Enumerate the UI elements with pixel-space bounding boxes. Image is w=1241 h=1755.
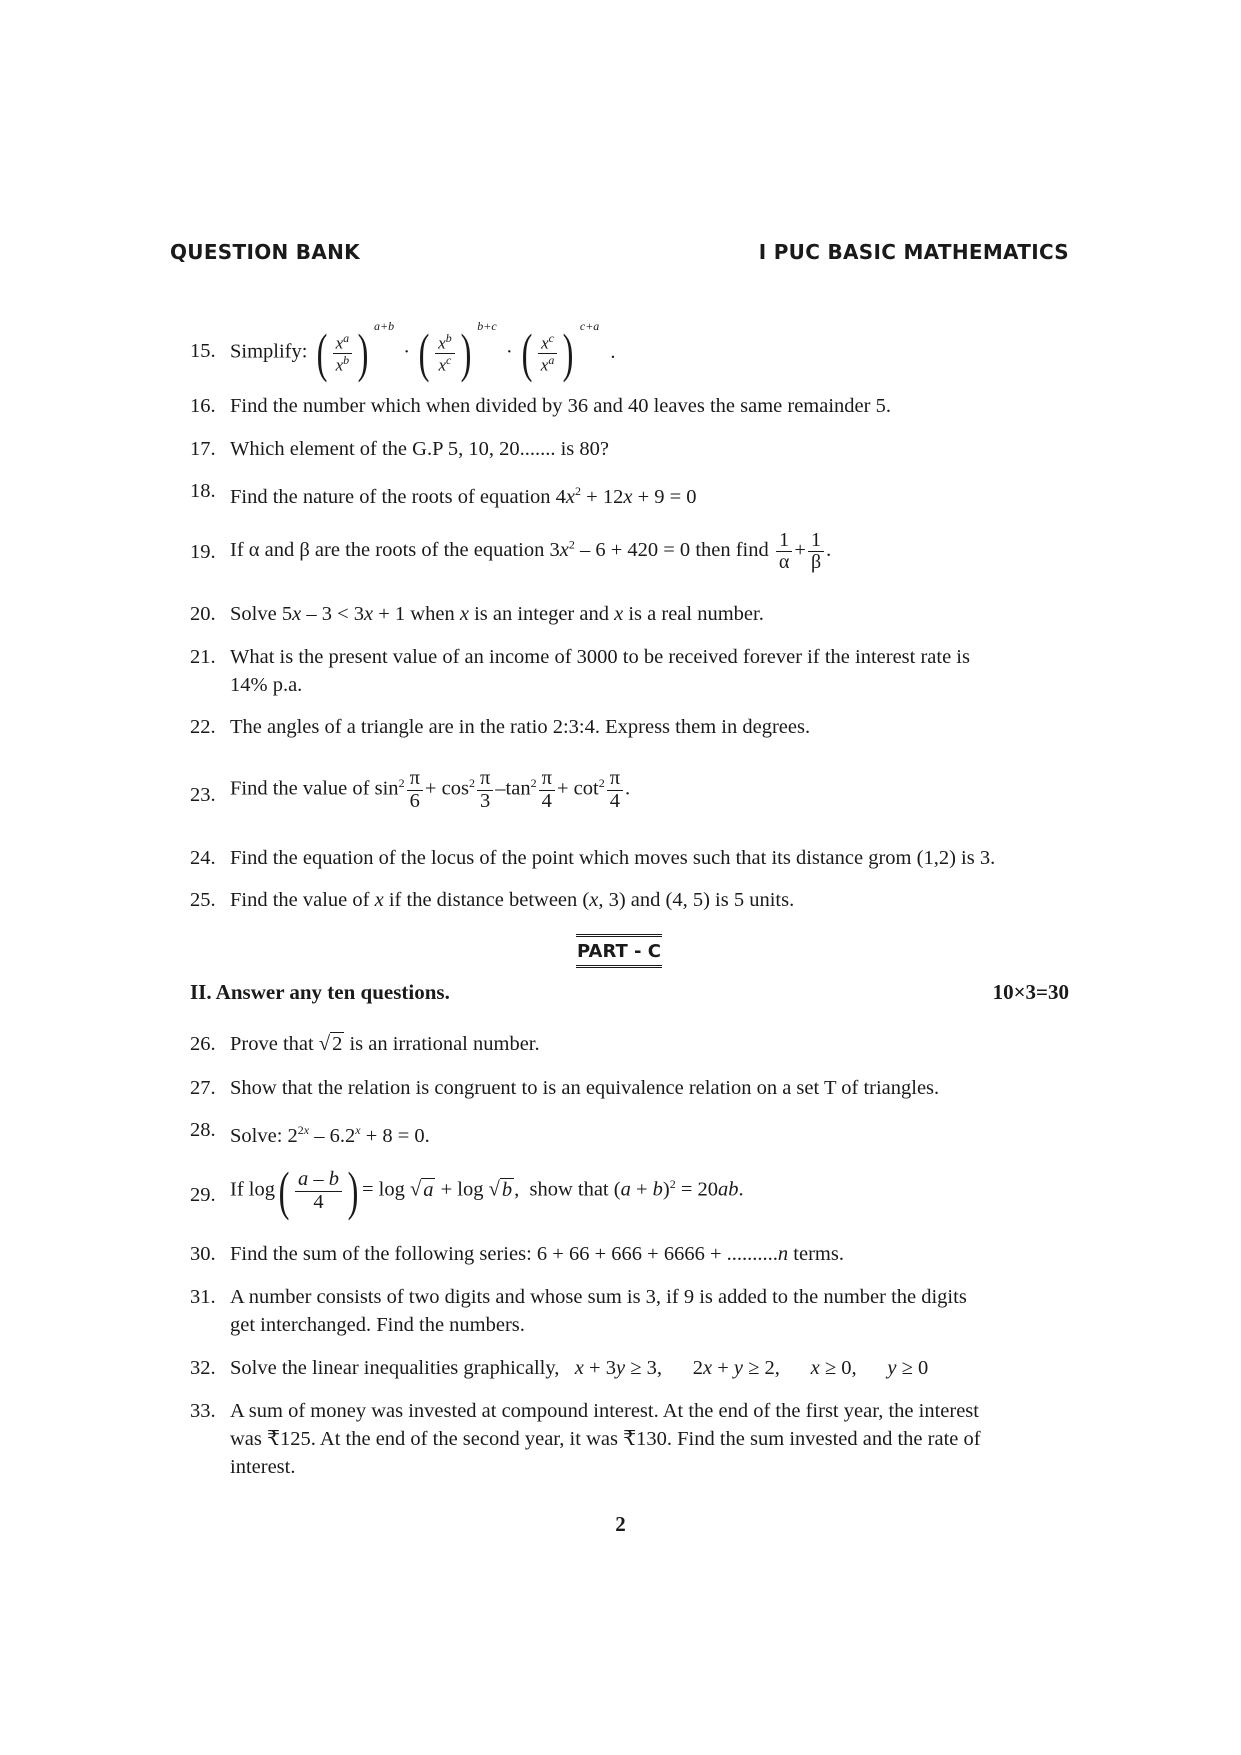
question-29 <box>190 1161 1070 1221</box>
question-text: Solve the linear inequalities graphically, x + 3y ≥ 3, 2x + y ≥ 2, x ≥ 0, y ≥ 0 <box>230 1357 929 1379</box>
question-label: when <box>410 603 455 625</box>
question-label: Find the nature of the roots of equation <box>230 485 551 508</box>
question-24 <box>190 844 1070 872</box>
question-label: Prove that <box>230 1033 314 1055</box>
math-term-3: ( $\frac{x^c}{x^a}$ ) c+a <box>521 319 600 383</box>
question-text-line-1: A sum of money was invested at compound interest. At the end of the first year, the interest <box>230 1400 979 1422</box>
question-21 <box>190 643 1070 699</box>
question-text: Solve: $2^{2x} - 6.2^x + 8 = 0$. <box>230 1123 430 1147</box>
question-label: Find the value of <box>230 889 370 911</box>
question-text: The angles of a triangle are in the ratio 2:3:4. Express them in degrees. <box>230 716 811 738</box>
question-18 <box>190 477 1070 511</box>
question-label: Find the value of <box>230 777 370 800</box>
math-term-1: ( $\frac{x^a}{x^b}$ ) a+b <box>316 319 395 383</box>
question-number: 23. <box>190 784 216 806</box>
question-text: If log ( $\frac{a - b}{4}$ ) = log √a + log √b, show that $(a + b)^2 = 20ab$. <box>230 1161 744 1221</box>
question-label: Simplify: <box>230 340 308 363</box>
question-text-line-2: was ₹125. At the end of the second year, it was ₹130. Find the sum invested and the rate of <box>230 1428 981 1450</box>
question-number: 27. <box>190 1077 216 1099</box>
question-30 <box>190 1240 1070 1268</box>
question-number: 21. <box>190 646 216 668</box>
question-19 <box>190 530 1070 573</box>
question-number: 30. <box>190 1243 216 1265</box>
question-label: Solve: <box>230 1124 283 1147</box>
header-left-title: QUESTION BANK <box>170 240 360 264</box>
question-16 <box>190 392 1070 420</box>
question-label-2: terms. <box>793 1243 844 1265</box>
question-27 <box>190 1074 1070 1102</box>
question-label: Solve the linear inequalities graphically, <box>230 1357 560 1379</box>
part-heading: PART - C <box>576 934 662 968</box>
question-label-2: show that <box>529 1178 609 1201</box>
question-text: Find the value of x if the distance between (x, 3) and (4, 5) is 5 units. <box>230 889 795 911</box>
question-text: Solve 5x – 3 < 3x + 1 when x is an integer and x is a real number. <box>230 603 764 625</box>
question-22 <box>190 713 1070 741</box>
question-number: 28. <box>190 1119 216 1141</box>
math-term-2: ( $\frac{x^b}{x^c}$ ) b+c <box>418 319 497 383</box>
question-number: 22. <box>190 716 216 738</box>
question-text: Show that the relation is congruent to is an equivalence relation on a set T of triangles. <box>230 1077 940 1099</box>
question-26 <box>190 1030 1070 1058</box>
question-label: If log <box>230 1178 275 1201</box>
question-number: 31. <box>190 1286 216 1308</box>
question-text-line-1: A number consists of two digits and whose sum is 3, if 9 is added to the number the digits <box>230 1286 967 1308</box>
question-31 <box>190 1283 1070 1339</box>
question-text: Find the equation of the locus of the point which moves such that its distance grom (1,2) is 3. <box>230 847 996 869</box>
question-number: 29. <box>190 1184 216 1206</box>
section-instruction: II. Answer any ten questions. <box>190 980 450 1004</box>
header-right-title: I PUC BASIC MATHEMATICS <box>758 240 1069 264</box>
question-number: 17. <box>190 438 216 460</box>
question-33 <box>190 1397 1070 1481</box>
question-number: 32. <box>190 1357 216 1379</box>
question-number: 19. <box>190 541 216 563</box>
question-number: 24. <box>190 847 216 869</box>
question-number: 15. <box>190 340 216 362</box>
question-label: Find the sum of the following series: 6 + 66 + 666 + 6666 + .......... <box>230 1243 778 1265</box>
question-number: 16. <box>190 395 216 417</box>
section-marks: 10×3=30 <box>992 980 1069 1004</box>
question-32 <box>190 1354 1070 1382</box>
question-17 <box>190 435 1070 463</box>
question-28 <box>190 1116 1070 1150</box>
question-number: 20. <box>190 603 216 625</box>
question-text: Find the sum of the following series: 6 + 66 + 666 + 6666 + ..........n terms. <box>230 1243 844 1265</box>
question-25 <box>190 886 1070 914</box>
question-23 <box>190 768 1070 812</box>
question-text-line-1: What is the present value of an income of 3000 to be received forever if the interest rate is <box>230 646 970 668</box>
question-text-line-2: get interchanged. Find the numbers. <box>230 1314 525 1336</box>
question-text: Which element of the G.P 5, 10, 20....... is 80? <box>230 438 609 460</box>
question-label-2: is an irrational number. <box>349 1033 540 1055</box>
question-text-line-3: interest. <box>230 1456 296 1478</box>
question-text: Prove that √2 is an irrational number. <box>230 1033 540 1055</box>
question-15 <box>190 319 1070 383</box>
question-label: If α and β are the roots of the equation <box>230 539 545 562</box>
page-number: 2 <box>615 1512 626 1536</box>
question-number: 18. <box>190 480 216 502</box>
question-number: 33. <box>190 1400 216 1422</box>
question-text: Find the value of $\sin^2$ $\frac{\pi}{6}$ + $\cos^2$ $\frac{\pi}{3}$ $-\tan^2$ $\frac{\pi}{4}$ + $\cot^2$ $\frac{\pi}{4}$ . <box>230 767 631 812</box>
question-text: Find the number which when divided by 36 and 40 leaves the same remainder 5. <box>230 395 891 417</box>
question-number: 26. <box>190 1033 216 1055</box>
question-text: Find the nature of the roots of equation $4x^2 + 12x + 9 = 0$ <box>230 484 697 508</box>
question-20 <box>190 600 1070 628</box>
question-text: If α and β are the roots of the equation $3x^2 - 6 + 420 = 0$ then find $\frac{1}{\alpha}$ + $\frac{1}{\beta}$ . <box>230 529 832 573</box>
question-number: 25. <box>190 889 216 911</box>
question-text-line-2: 14% p.a. <box>230 674 303 696</box>
question-label-2: then find <box>695 539 769 562</box>
question-text: Simplify: ( $\frac{x^a}{x^b}$ ) a+b · ( $\frac{x^b}{x^c}$ ) b+c · ( $\frac{x^c}{x^a}$ ) c+a . <box>230 319 616 383</box>
